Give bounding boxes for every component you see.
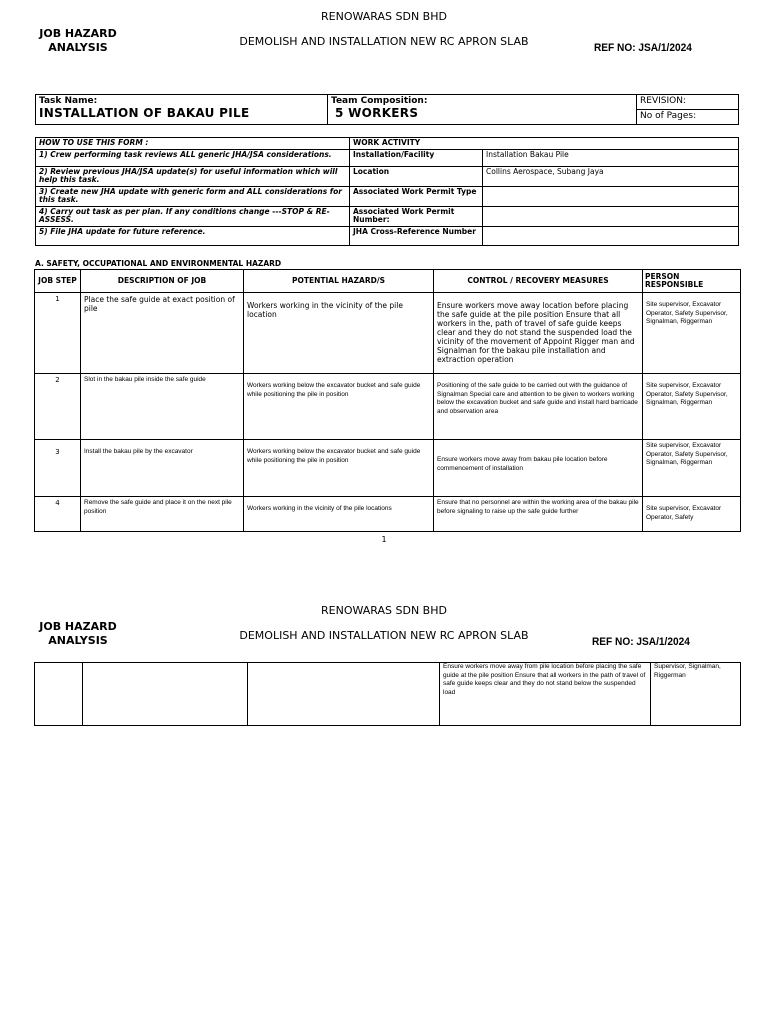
project-subtitle: DEMOLISH AND INSTALLATION NEW RC APRON SLAB	[239, 35, 529, 48]
task-info-table	[35, 94, 739, 125]
task-name-label: Task Name:	[39, 96, 98, 106]
work-activity-value: Installation Bakau Pile	[483, 149, 739, 166]
page-number: 1	[381, 535, 387, 544]
table-row	[35, 374, 741, 440]
section-heading: A. SAFETY, OCCUPATIONAL AND ENVIRONMENTAL HAZARD	[35, 259, 282, 268]
how-to-row	[36, 206, 739, 226]
how-to-row	[36, 226, 739, 245]
document-title-line2: ANALYSIS	[48, 41, 108, 54]
person-responsible: Site supervisor, Excavator Operator, Safety Supervisor, Signalman, Riggerman	[643, 293, 741, 374]
work-activity-label: Installation/Facility	[350, 149, 483, 166]
job-description: Remove the safe guide and place it on the next pile position	[81, 497, 244, 532]
control-measures: Ensure that no personnel are within the working area of the bakau pile before signaling to raise up the safe guide further	[434, 497, 643, 532]
job-step: 4	[35, 497, 81, 532]
job-step: 1	[35, 293, 81, 374]
work-activity-label: Location	[350, 166, 483, 186]
header-description: DESCRIPTION OF JOB	[81, 270, 244, 293]
how-to-row	[36, 149, 739, 166]
header-hazard: POTENTIAL HAZARD/S	[244, 270, 434, 293]
revision-cell	[637, 95, 739, 110]
company-name-page2: RENOWARAS SDN BHD	[321, 604, 447, 617]
task-name-value: INSTALLATION OF BAKAU PILE	[39, 106, 250, 120]
table-row	[35, 440, 741, 497]
person-responsible: Site supervisor, Excavator Operator, Safety Supervisor, Signalman, Riggerman	[643, 440, 741, 497]
control-measures: Ensure workers move away from bakau pile location before commencement of installation	[434, 440, 643, 497]
hazard-table-header	[35, 270, 741, 293]
table-row	[35, 497, 741, 532]
how-to-table	[35, 137, 739, 246]
potential-hazard: Workers working below the excavator bucket and safe guide while positioning the pile in position	[244, 440, 434, 497]
person-responsible: Site supervisor, Excavator Operator, Safety Supervisor, Signalman, Riggerman	[643, 374, 741, 440]
hazard-table	[34, 269, 741, 532]
company-name: RENOWARAS SDN BHD	[321, 10, 447, 23]
how-to-instruction: 3) Create new JHA update with generic form and ALL considerations for this task.	[36, 186, 350, 206]
work-activity-header: WORK ACTIVITY	[350, 138, 739, 150]
table-row	[35, 663, 741, 726]
reference-number: REF NO: JSA/1/2024	[594, 42, 692, 54]
potential-hazard: Workers working in the vicinity of the pile locations	[244, 497, 434, 532]
team-composition-cell	[328, 95, 637, 125]
document-title-line1: JOB HAZARD	[39, 620, 117, 633]
reference-number-page2: REF NO: JSA/1/2024	[592, 636, 690, 648]
job-step	[35, 663, 83, 726]
work-activity-label: Associated Work Permit Type	[350, 186, 483, 206]
potential-hazard: Workers working in the vicinity of the pile location	[244, 293, 434, 374]
document-title-line2: ANALYSIS	[48, 634, 108, 647]
task-name-cell	[36, 95, 328, 125]
revision-label: REVISION:	[640, 96, 686, 106]
how-to-instruction: 2) Review previous JHA/JSA update(s) for useful information which will help this task.	[36, 166, 350, 186]
how-to-row	[36, 166, 739, 186]
header-control: CONTROL / RECOVERY MEASURES	[434, 270, 643, 293]
work-activity-value	[483, 206, 739, 226]
how-to-instruction: 1) Crew performing task reviews ALL generic JHA/JSA considerations.	[36, 149, 350, 166]
person-responsible: Site supervisor, Excavator Operator, Safety	[643, 497, 741, 532]
job-description: Install the bakau pile by the excavator	[81, 440, 244, 497]
work-activity-value: Collins Aerospace, Subang Jaya	[483, 166, 739, 186]
header-person: PERSON RESPONSIBLE	[643, 270, 741, 293]
job-description	[83, 663, 248, 726]
table-row	[35, 293, 741, 374]
job-description: Place the safe guide at exact position of pile	[81, 293, 244, 374]
work-activity-value	[483, 226, 739, 245]
job-step: 2	[35, 374, 81, 440]
work-activity-label: Associated Work Permit Number:	[350, 206, 483, 226]
team-composition-label: Team Composition:	[331, 96, 428, 106]
pages-label: No of Pages:	[640, 111, 697, 121]
work-activity-value	[483, 186, 739, 206]
how-to-row	[36, 186, 739, 206]
hazard-table-continued	[34, 662, 741, 726]
document-title-line1: JOB HAZARD	[39, 27, 117, 40]
job-step: 3	[35, 440, 81, 497]
how-to-instruction: 4) Carry out task as per plan. If any conditions change ---STOP & RE-ASSESS.	[36, 206, 350, 226]
control-measures: Positioning of the safe guide to be carried out with the guidance of Signalman Special care and attention to be given to workers working below the excavation bucket and safe guide and install hard barricade and observation area	[434, 374, 643, 440]
pages-cell	[637, 110, 739, 125]
person-responsible: Supervisor, Signalman, Riggerman	[651, 663, 741, 726]
header-job-step: JOB STEP	[35, 270, 81, 293]
work-activity-label: JHA Cross-Reference Number	[350, 226, 483, 245]
control-measures: Ensure workers move away from pile location before placing the safe guide at the pile position Ensure that all workers in the path of travel of safe guide keeps clear and they do not stand below the suspended load	[440, 663, 651, 726]
project-subtitle-page2: DEMOLISH AND INSTALLATION NEW RC APRON SLAB	[239, 629, 529, 642]
job-description: Slot in the bakau pile inside the safe guide	[81, 374, 244, 440]
how-to-header: HOW TO USE THIS FORM :	[36, 138, 350, 150]
team-composition-value: 5 WORKERS	[335, 106, 419, 120]
potential-hazard: Workers working below the excavator bucket and safe guide while positioning the pile in position	[244, 374, 434, 440]
how-to-instruction: 5) File JHA update for future reference.	[36, 226, 350, 245]
potential-hazard	[248, 663, 440, 726]
control-measures: Ensure workers move away location before placing the safe guide at the pile position Ensure that all workers in the, path of travel of safe guide keeps clear and they do not stand the suspended load the vicinity of the movement of Appoint Rigger man and Signalman for the bakau pile installation and extraction operation	[434, 293, 643, 374]
